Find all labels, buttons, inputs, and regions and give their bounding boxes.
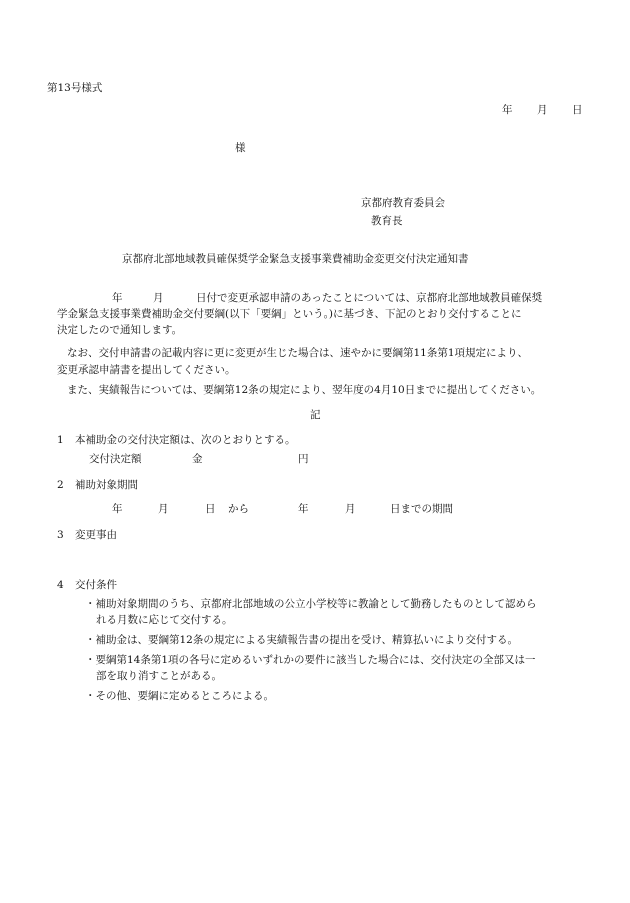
item-3-number: 3 xyxy=(57,529,64,541)
item-4-number: 4 xyxy=(57,579,64,591)
document-title: 京都府北部地域教員確保奨学金緊急支援事業費補助金変更交付決定通知書 xyxy=(122,253,469,265)
item-4-bullet-1-cont: れる月数に応じて交付する。 xyxy=(96,614,233,626)
date-day: 日 xyxy=(572,104,583,116)
p2-line1: なお、交付申請書の記載内容に更に変更が生じた場合は、速やかに要綱第11条第1項規定により、 xyxy=(67,347,529,359)
body-paragraph-3: また、実績報告については、要綱第12条の規定により、翌年度の4月10日までに提出してください。 xyxy=(67,384,542,396)
form-number: 第13号様式 xyxy=(47,82,103,94)
item-1-kin: 金 xyxy=(192,453,203,465)
item-1-number: 1 xyxy=(57,434,64,446)
p1-line2: 学金緊急支援事業費補助金交付要綱(以下「要綱」という。)に基づき、下記のとおり交付することに xyxy=(57,308,522,320)
sender-title: 教育長 xyxy=(371,215,403,227)
item-2-month-1: 月 xyxy=(158,503,169,515)
date-year: 年 xyxy=(502,104,513,116)
p1-year: 年 xyxy=(112,292,123,304)
p1-line3: 決定したので通知します。 xyxy=(57,324,183,336)
item-4-bullet-3-cont: 部を取り消すことがある。 xyxy=(96,670,222,682)
item-4-bullet-2: ・補助金は、要綱第12条の規定による実績報告書の提出を受け、精算払いにより交付する。 xyxy=(85,634,518,646)
item-2-year-1: 年 xyxy=(112,503,123,515)
item-1-text: 本補助金の交付決定額は、次のとおりとする。 xyxy=(75,434,296,446)
item-2-text: 補助対象期間 xyxy=(75,479,138,491)
item-2-kara: から xyxy=(228,503,249,515)
item-1-label: 交付決定額 xyxy=(89,453,142,465)
item-4-bullet-4: ・その他、要綱に定めるところによる。 xyxy=(85,690,274,702)
item-4-bullet-1: ・補助対象期間のうち、京都府北部地域の公立小学校等に教諭として勤務したものとして認めら xyxy=(85,598,537,610)
ki-heading: 記 xyxy=(310,409,321,421)
item-2-day-2: 日までの期間 xyxy=(390,503,453,515)
item-2-day-1: 日 xyxy=(205,503,216,515)
addressee-suffix: 様 xyxy=(235,142,246,154)
item-2-year-2: 年 xyxy=(298,503,309,515)
item-1-yen: 円 xyxy=(298,453,309,465)
item-4-text: 交付条件 xyxy=(75,579,117,591)
item-2-month-2: 月 xyxy=(345,503,356,515)
sender-org: 京都府教育委員会 xyxy=(361,197,445,209)
item-3-text: 変更事由 xyxy=(75,529,117,541)
p1-month: 月 xyxy=(153,292,164,304)
p2-line2: 変更承認申請書を提出してください。 xyxy=(57,364,236,376)
item-2-number: 2 xyxy=(57,479,64,491)
item-4-bullet-3: ・要綱第14条第1項の各号に定めるいずれかの要件に該当した場合には、交付決定の全部又は一 xyxy=(85,654,536,666)
date-month: 月 xyxy=(537,104,548,116)
p1-rest: 日付で変更承認申請のあったことについては、京都府北部地域教員確保奨 xyxy=(196,292,543,304)
